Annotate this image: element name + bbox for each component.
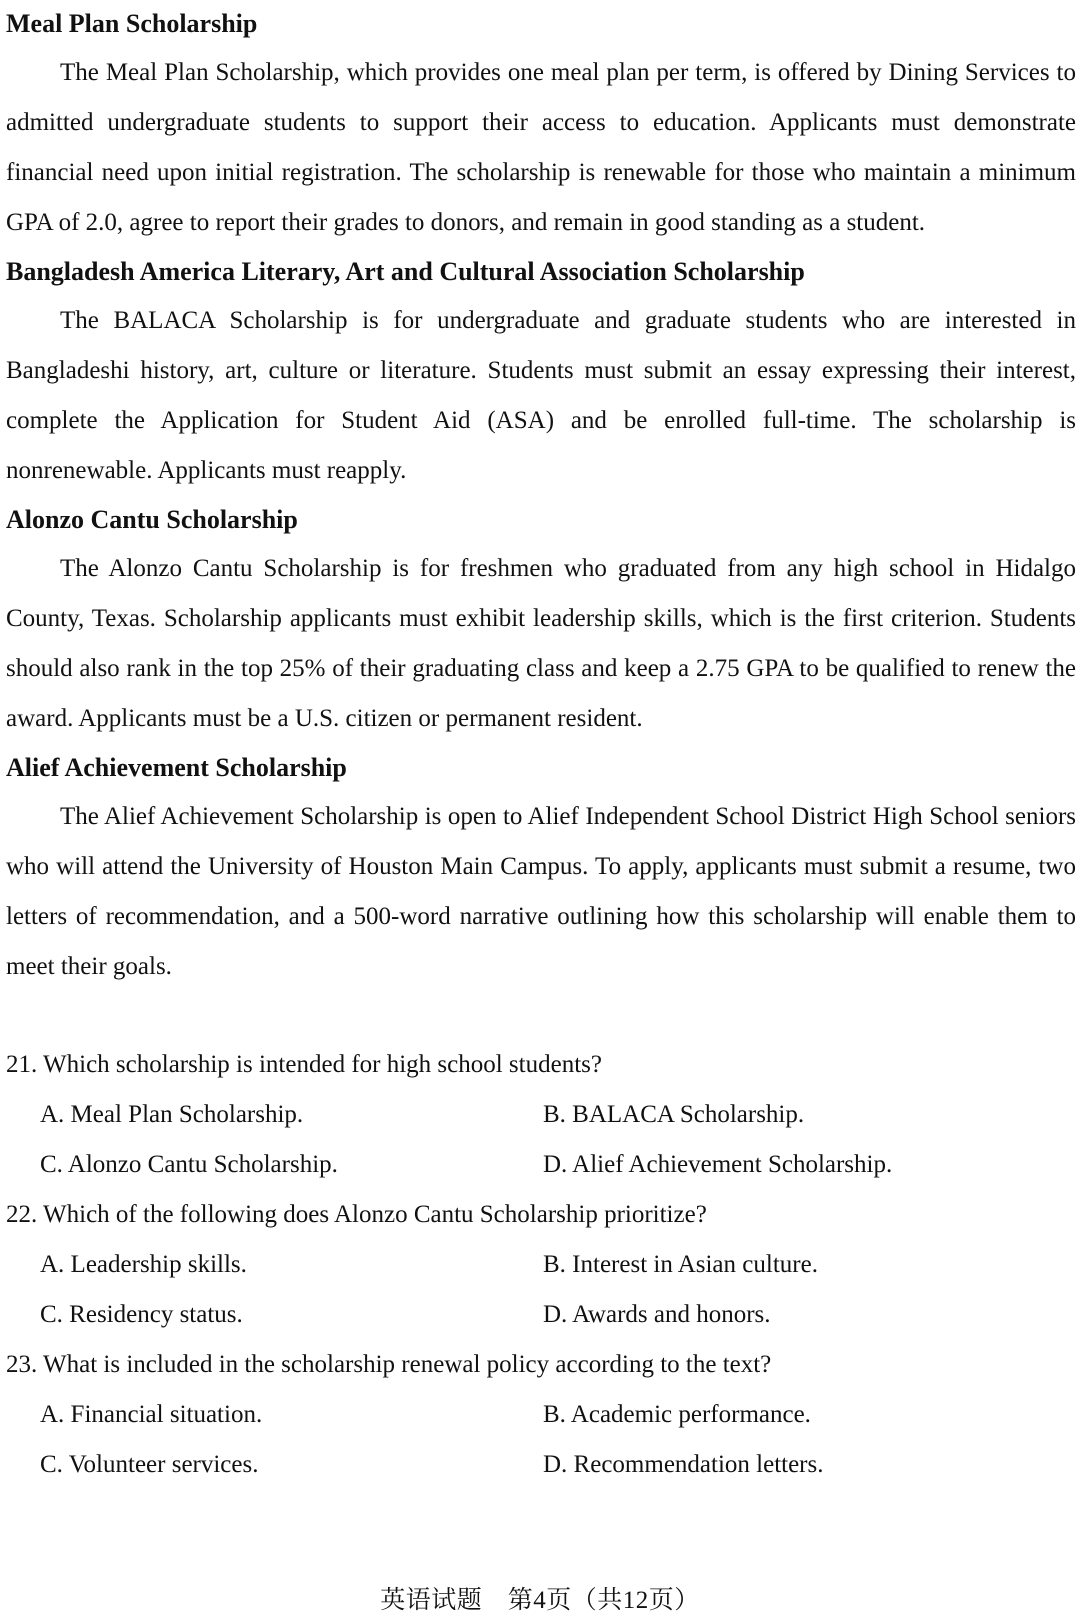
- options-grid: [6, 1390, 1076, 1490]
- options-grid: [6, 1090, 1076, 1190]
- section-body: The Alief Achievement Scholarship is open to Alief Independent School District High School seniors who will attend the University of Houston Main Campus. To apply, applicants must submit a resume, two letters of recommendation, and a 500-word narrative outlining how this scholarship will enable them to meet their goals.: [6, 803, 1076, 980]
- option-a: A. Financial situation.: [40, 1401, 263, 1428]
- page-footer: 英语试题 第4页（共12页）: [380, 1587, 700, 1614]
- section-title: Alief Achievement Scholarship: [6, 753, 347, 782]
- scholarship-section: [6, 496, 1076, 744]
- scholarship-section: [6, 0, 1076, 248]
- section-body: The Alonzo Cantu Scholarship is for freshmen who graduated from any high school in Hidalgo County, Texas. Scholarship applicants must exhibit leadership skills, which is the first criterion. Students should also rank in the top 25% of their graduating class and keep a 2.75 GPA to be qualified to renew the award. Applicants must be a U.S. citizen or permanent resident.: [6, 555, 1076, 732]
- exam-page: [6, 0, 1076, 1490]
- option-d: D. Alief Achievement Scholarship.: [543, 1151, 893, 1178]
- question-text: 23. What is included in the scholarship renewal policy according to the text?: [6, 1351, 772, 1378]
- section-title: Bangladesh America Literary, Art and Cultural Association Scholarship: [6, 257, 805, 286]
- scholarship-section: [6, 248, 1076, 496]
- section-body: The BALACA Scholarship is for undergraduate and graduate students who are interested in Bangladeshi history, art, culture or literature. Students must submit an essay expressing their interest, complete the Application for Student Aid (ASA) and be enrolled full-time. The scholarship is nonrenewable. Applicants must reapply.: [6, 307, 1076, 484]
- option-c: C. Alonzo Cantu Scholarship.: [40, 1151, 338, 1178]
- question-text: 21. Which scholarship is intended for high school students?: [6, 1051, 602, 1078]
- option-d: D. Awards and honors.: [543, 1301, 771, 1328]
- option-c: C. Residency status.: [40, 1301, 243, 1328]
- question-block: [6, 1190, 1076, 1340]
- option-b: B. Academic performance.: [543, 1401, 811, 1428]
- scholarship-section: [6, 744, 1076, 992]
- option-b: B. BALACA Scholarship.: [543, 1101, 805, 1128]
- question-block: [6, 1340, 1076, 1490]
- question-text: 22. Which of the following does Alonzo Cantu Scholarship prioritize?: [6, 1201, 707, 1228]
- option-d: D. Recommendation letters.: [543, 1451, 824, 1478]
- section-body: The Meal Plan Scholarship, which provides one meal plan per term, is offered by Dining Services to admitted undergraduate students to support their access to education. Applicants must demonstrate financial need upon initial registration. The scholarship is renewable for those who maintain a minimum GPA of 2.0, agree to report their grades to donors, and remain in good standing as a student.: [6, 59, 1076, 236]
- option-a: A. Leadership skills.: [40, 1251, 247, 1278]
- section-title: Meal Plan Scholarship: [6, 9, 258, 38]
- question-block: [6, 1040, 1076, 1190]
- section-spacer: [6, 992, 1076, 1040]
- option-a: A. Meal Plan Scholarship.: [40, 1101, 304, 1128]
- option-b: B. Interest in Asian culture.: [543, 1251, 818, 1278]
- section-title: Alonzo Cantu Scholarship: [6, 505, 298, 534]
- option-c: C. Volunteer services.: [40, 1451, 259, 1478]
- options-grid: [6, 1240, 1076, 1340]
